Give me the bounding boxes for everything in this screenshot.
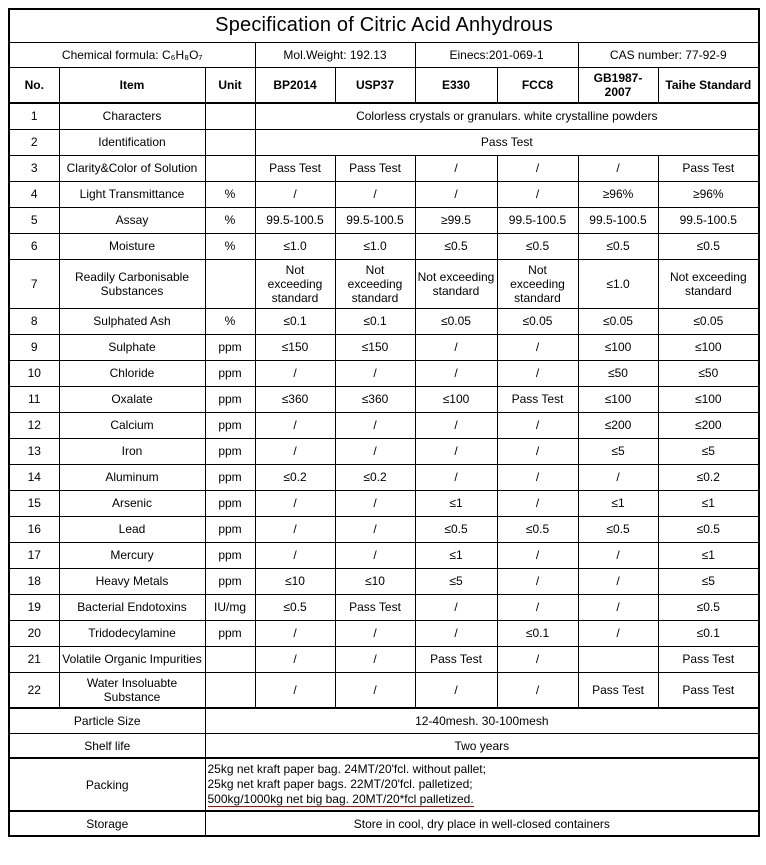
shelf-life-row: [9, 733, 759, 758]
col-header-gb1987-2007: GB1987-2007: [578, 67, 658, 103]
value-cell: /: [335, 517, 415, 543]
row-number: 20: [9, 621, 59, 647]
chemical-formula: Chemical formula: C₆H₈O₇: [9, 42, 255, 67]
particle-size-value: 12-40mesh. 30-100mesh: [205, 708, 759, 733]
item-name: Calcium: [59, 413, 205, 439]
spec-row: [9, 361, 759, 387]
item-name: Moisture: [59, 233, 205, 259]
row-number: 16: [9, 517, 59, 543]
unit-cell: ppm: [205, 439, 255, 465]
value-cell: /: [415, 155, 497, 181]
unit-cell: ppm: [205, 543, 255, 569]
value-cell: Pass Test: [497, 387, 578, 413]
value-cell: ≤0.5: [578, 233, 658, 259]
value-cell: ≤200: [658, 413, 759, 439]
row-number: 18: [9, 569, 59, 595]
value-cell: ≤0.1: [658, 621, 759, 647]
packing-row: [9, 758, 759, 811]
value-cell: ≤1.0: [255, 233, 335, 259]
packing-line-2: 25kg net kraft paper bags. 22MT/20'fcl. palletized;: [207, 777, 473, 792]
value-cell: ≤50: [578, 361, 658, 387]
row-number: 14: [9, 465, 59, 491]
value-cell: ≤150: [255, 335, 335, 361]
value-cell: /: [497, 155, 578, 181]
value-cell: ≤0.2: [255, 465, 335, 491]
info-row: [9, 42, 759, 67]
value-cell: /: [255, 517, 335, 543]
spec-row: [9, 181, 759, 207]
row-number: 19: [9, 595, 59, 621]
value-cell: ≤5: [658, 569, 759, 595]
value-cell: /: [415, 465, 497, 491]
value-cell: /: [497, 595, 578, 621]
spec-table: [8, 8, 760, 837]
col-header-unit: Unit: [205, 67, 255, 103]
value-cell: ≤0.2: [658, 465, 759, 491]
value-cell: 99.5-100.5: [497, 207, 578, 233]
unit-cell: ppm: [205, 491, 255, 517]
unit-cell: %: [205, 309, 255, 335]
value-cell: /: [415, 439, 497, 465]
value-cell: ≤1.0: [335, 233, 415, 259]
cas-number: CAS number: 77-92-9: [578, 42, 759, 67]
value-cell: ≤360: [255, 387, 335, 413]
value-cell: /: [497, 673, 578, 709]
row-number: 8: [9, 309, 59, 335]
value-cell: /: [578, 569, 658, 595]
mol-weight: Mol.Weight: 192.13: [255, 42, 415, 67]
spec-row: [9, 155, 759, 181]
value-cell: ≤0.5: [255, 595, 335, 621]
value-cell: ≤360: [335, 387, 415, 413]
item-name: Aluminum: [59, 465, 205, 491]
packing-line-1: 25kg net kraft paper bag. 24MT/20'fcl. without pallet;: [207, 762, 486, 777]
spec-row: [9, 517, 759, 543]
value-cell: Pass Test: [335, 155, 415, 181]
item-name: Readily Carbonisable Substances: [59, 259, 205, 308]
value-cell: Pass Test: [658, 155, 759, 181]
value-cell: /: [578, 543, 658, 569]
value-cell: [578, 647, 658, 673]
value-cell: /: [335, 413, 415, 439]
value-cell: Pass Test: [658, 647, 759, 673]
spec-row: [9, 335, 759, 361]
value-cell: ≤100: [578, 387, 658, 413]
value-cell: ≤0.5: [658, 595, 759, 621]
item-name: Clarity&Color of Solution: [59, 155, 205, 181]
row-number: 3: [9, 155, 59, 181]
row-number: 17: [9, 543, 59, 569]
unit-cell: ppm: [205, 413, 255, 439]
particle-size-label: Particle Size: [9, 708, 205, 733]
value-cell: /: [255, 621, 335, 647]
value-cell: /: [335, 181, 415, 207]
unit-cell: [205, 129, 255, 155]
value-cell: 99.5-100.5: [255, 207, 335, 233]
item-name: Tridodecylamine: [59, 621, 205, 647]
col-header-e330: E330: [415, 67, 497, 103]
value-cell: ≤200: [578, 413, 658, 439]
value-cell: /: [415, 413, 497, 439]
spec-row: [9, 595, 759, 621]
value-cell: /: [497, 569, 578, 595]
value-cell: ≤0.2: [335, 465, 415, 491]
value-cell: /: [255, 181, 335, 207]
value-cell: ≤150: [335, 335, 415, 361]
row-number: 1: [9, 103, 59, 129]
item-name: Arsenic: [59, 491, 205, 517]
item-name: Light Transmittance: [59, 181, 205, 207]
item-name: Water Insoluabte Substance: [59, 673, 205, 709]
item-name: Bacterial Endotoxins: [59, 595, 205, 621]
spec-row: [9, 207, 759, 233]
item-name: Characters: [59, 103, 205, 129]
table-head-section: [9, 9, 759, 103]
value-cell: ≤0.5: [415, 233, 497, 259]
item-name: Sulphated Ash: [59, 309, 205, 335]
span-value-cell: Pass Test: [255, 129, 759, 155]
row-number: 13: [9, 439, 59, 465]
spec-row: [9, 647, 759, 673]
col-header-bp2014: BP2014: [255, 67, 335, 103]
col-header-no: No.: [9, 67, 59, 103]
item-name: Identification: [59, 129, 205, 155]
row-number: 6: [9, 233, 59, 259]
value-cell: /: [415, 181, 497, 207]
packing-value: [205, 758, 759, 811]
value-cell: ≤10: [255, 569, 335, 595]
value-cell: 99.5-100.5: [335, 207, 415, 233]
value-cell: ≤0.05: [415, 309, 497, 335]
row-number: 4: [9, 181, 59, 207]
value-cell: /: [578, 595, 658, 621]
unit-cell: [205, 155, 255, 181]
item-name: Iron: [59, 439, 205, 465]
einecs-number: Einecs:201-069-1: [415, 42, 578, 67]
value-cell: ≤5: [578, 439, 658, 465]
value-cell: Not exceeding standard: [658, 259, 759, 308]
spec-row: [9, 103, 759, 129]
value-cell: ≤10: [335, 569, 415, 595]
value-cell: ≤0.1: [255, 309, 335, 335]
value-cell: ≤0.05: [658, 309, 759, 335]
value-cell: Pass Test: [658, 673, 759, 709]
unit-cell: ppm: [205, 387, 255, 413]
item-name: Lead: [59, 517, 205, 543]
col-header-usp37: USP37: [335, 67, 415, 103]
spec-row: [9, 621, 759, 647]
value-cell: ≤1: [415, 543, 497, 569]
value-cell: /: [255, 673, 335, 709]
spec-row: [9, 465, 759, 491]
value-cell: Not exceeding standard: [497, 259, 578, 308]
value-cell: /: [415, 673, 497, 709]
col-header-taihe-standard: Taihe Standard: [658, 67, 759, 103]
title-row: [9, 9, 759, 42]
spec-row: [9, 309, 759, 335]
spec-row: [9, 387, 759, 413]
row-number: 15: [9, 491, 59, 517]
spec-row: [9, 543, 759, 569]
table-footer-section: [9, 708, 759, 836]
storage-label: Storage: [9, 811, 205, 836]
unit-cell: [205, 103, 255, 129]
value-cell: /: [497, 439, 578, 465]
value-cell: ≥99.5: [415, 207, 497, 233]
value-cell: ≤0.5: [658, 517, 759, 543]
value-cell: /: [335, 673, 415, 709]
value-cell: ≤0.5: [415, 517, 497, 543]
particle-size-row: [9, 708, 759, 733]
value-cell: Not exceeding standard: [255, 259, 335, 308]
value-cell: /: [497, 543, 578, 569]
shelf-life-label: Shelf life: [9, 733, 205, 758]
value-cell: ≥96%: [658, 181, 759, 207]
value-cell: Pass Test: [255, 155, 335, 181]
value-cell: ≥96%: [578, 181, 658, 207]
value-cell: 99.5-100.5: [658, 207, 759, 233]
value-cell: 99.5-100.5: [578, 207, 658, 233]
unit-cell: [205, 673, 255, 709]
value-cell: ≤0.5: [497, 233, 578, 259]
value-cell: ≤50: [658, 361, 759, 387]
value-cell: /: [255, 439, 335, 465]
item-name: Sulphate: [59, 335, 205, 361]
value-cell: Pass Test: [415, 647, 497, 673]
item-name: Assay: [59, 207, 205, 233]
value-cell: ≤1.0: [578, 259, 658, 308]
value-cell: /: [497, 647, 578, 673]
row-number: 2: [9, 129, 59, 155]
unit-cell: ppm: [205, 569, 255, 595]
row-number: 9: [9, 335, 59, 361]
unit-cell: [205, 647, 255, 673]
value-cell: /: [578, 621, 658, 647]
item-name: Heavy Metals: [59, 569, 205, 595]
packing-line-3: [208, 792, 757, 807]
column-header-row: [9, 67, 759, 103]
unit-cell: %: [205, 207, 255, 233]
value-cell: /: [335, 439, 415, 465]
spec-row: [9, 439, 759, 465]
item-name: Mercury: [59, 543, 205, 569]
unit-cell: %: [205, 233, 255, 259]
value-cell: /: [497, 181, 578, 207]
page-title: Specification of Citric Acid Anhydrous: [9, 9, 759, 42]
value-cell: ≤0.1: [497, 621, 578, 647]
value-cell: ≤0.5: [497, 517, 578, 543]
row-number: 22: [9, 673, 59, 709]
row-number: 21: [9, 647, 59, 673]
value-cell: ≤100: [658, 335, 759, 361]
spec-row: [9, 491, 759, 517]
value-cell: /: [415, 595, 497, 621]
row-number: 7: [9, 259, 59, 308]
value-cell: /: [335, 361, 415, 387]
value-cell: ≤100: [658, 387, 759, 413]
value-cell: ≤1: [658, 543, 759, 569]
unit-cell: IU/mg: [205, 595, 255, 621]
value-cell: /: [335, 543, 415, 569]
value-cell: /: [497, 413, 578, 439]
value-cell: /: [497, 335, 578, 361]
packing-label: Packing: [9, 758, 205, 811]
unit-cell: %: [205, 181, 255, 207]
value-cell: ≤0.05: [578, 309, 658, 335]
row-number: 5: [9, 207, 59, 233]
value-cell: /: [335, 647, 415, 673]
unit-cell: ppm: [205, 465, 255, 491]
value-cell: ≤5: [415, 569, 497, 595]
value-cell: ≤100: [578, 335, 658, 361]
value-cell: /: [255, 647, 335, 673]
value-cell: /: [255, 491, 335, 517]
unit-cell: ppm: [205, 517, 255, 543]
value-cell: /: [255, 361, 335, 387]
unit-cell: [205, 259, 255, 308]
unit-cell: ppm: [205, 335, 255, 361]
value-cell: Not exceeding standard: [335, 259, 415, 308]
item-name: Chloride: [59, 361, 205, 387]
span-value-cell: Colorless crystals or granulars. white crystalline powders: [255, 103, 759, 129]
spec-row: [9, 129, 759, 155]
value-cell: /: [255, 413, 335, 439]
packing-line-3-text: 500kg/1000kg net big bag. 20MT/20*fcl palletized.: [207, 792, 474, 807]
item-name: Oxalate: [59, 387, 205, 413]
value-cell: ≤0.1: [335, 309, 415, 335]
storage-row: [9, 811, 759, 836]
value-cell: /: [578, 155, 658, 181]
value-cell: /: [415, 361, 497, 387]
row-number: 10: [9, 361, 59, 387]
value-cell: /: [497, 491, 578, 517]
value-cell: /: [415, 335, 497, 361]
value-cell: ≤1: [658, 491, 759, 517]
col-header-item: Item: [59, 67, 205, 103]
spec-row: [9, 673, 759, 709]
spec-row: [9, 413, 759, 439]
unit-cell: ppm: [205, 361, 255, 387]
spec-table-body: [9, 103, 759, 708]
spec-row: [9, 233, 759, 259]
value-cell: ≤1: [415, 491, 497, 517]
item-name: Volatile Organic Impurities: [59, 647, 205, 673]
value-cell: ≤100: [415, 387, 497, 413]
value-cell: /: [335, 491, 415, 517]
value-cell: /: [578, 465, 658, 491]
col-header-fcc8: FCC8: [497, 67, 578, 103]
value-cell: ≤0.5: [578, 517, 658, 543]
value-cell: /: [497, 361, 578, 387]
spec-row: [9, 259, 759, 308]
value-cell: ≤5: [658, 439, 759, 465]
storage-value: Store in cool, dry place in well-closed containers: [205, 811, 759, 836]
unit-cell: ppm: [205, 621, 255, 647]
shelf-life-value: Two years: [205, 733, 759, 758]
row-number: 12: [9, 413, 59, 439]
value-cell: Pass Test: [578, 673, 658, 709]
value-cell: /: [335, 621, 415, 647]
value-cell: Pass Test: [335, 595, 415, 621]
value-cell: ≤0.05: [497, 309, 578, 335]
value-cell: ≤0.5: [658, 233, 759, 259]
value-cell: /: [497, 465, 578, 491]
value-cell: /: [415, 621, 497, 647]
value-cell: Not exceeding standard: [415, 259, 497, 308]
row-number: 11: [9, 387, 59, 413]
value-cell: /: [255, 543, 335, 569]
value-cell: ≤1: [578, 491, 658, 517]
spec-row: [9, 569, 759, 595]
